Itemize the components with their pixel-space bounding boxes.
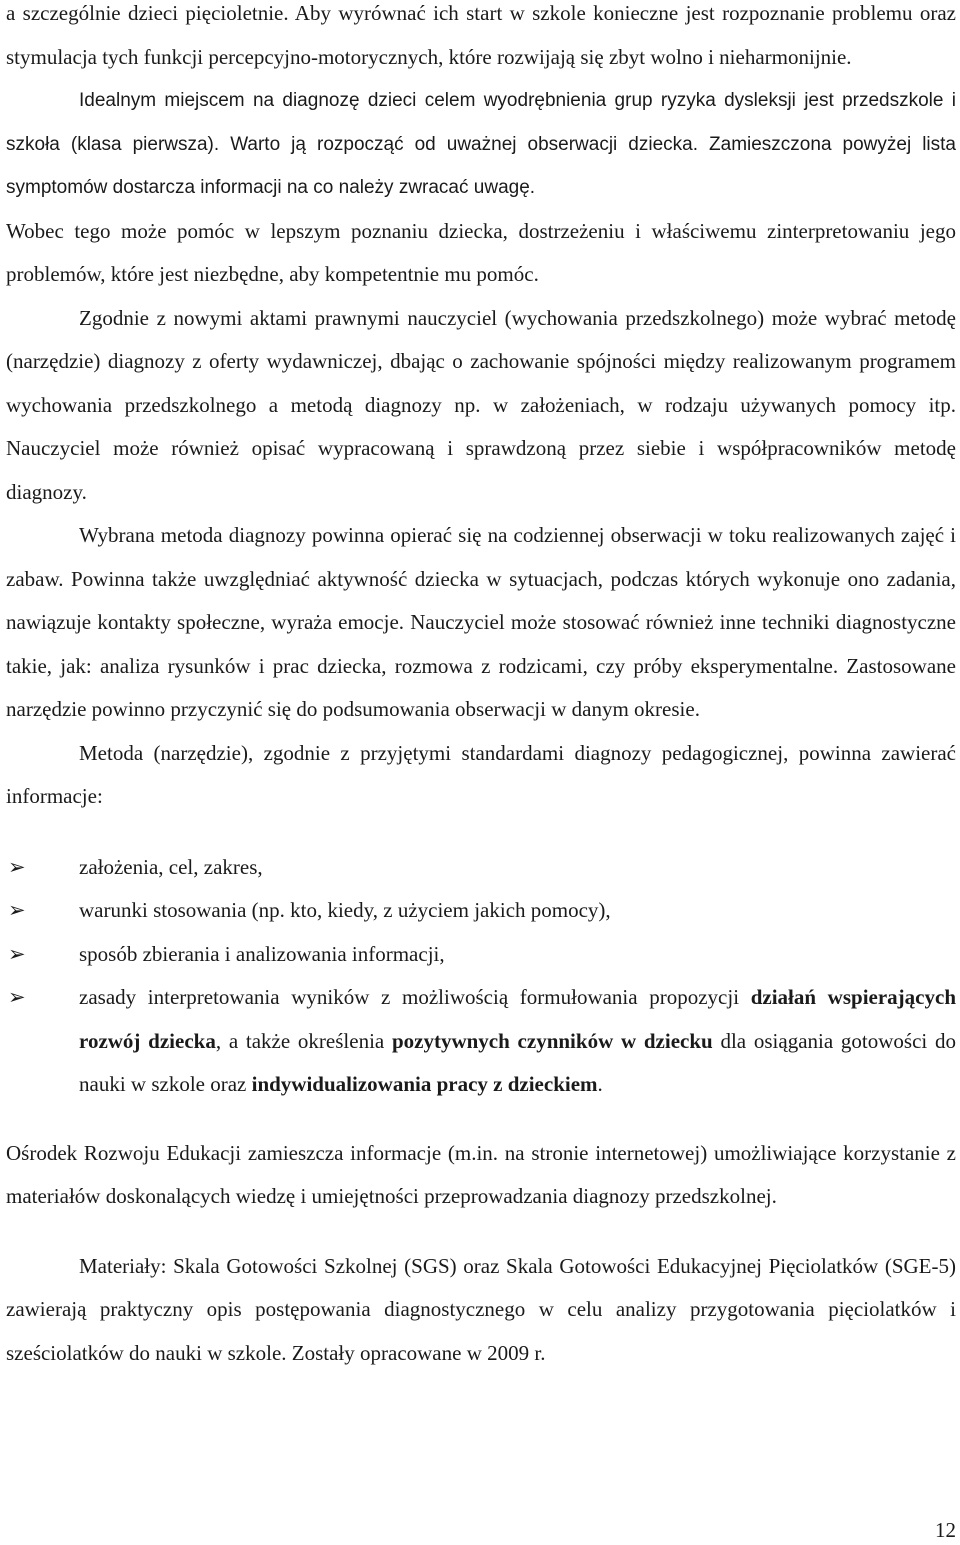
- list-item-text: założenia, cel, zakres,: [79, 854, 263, 879]
- list-item-text-part: .: [597, 1072, 603, 1096]
- list-item-text: sposób zbierania i analizowania informacji,: [79, 941, 445, 966]
- page-number: 12: [935, 1518, 956, 1542]
- paragraph-legal-acts: Zgodnie z nowymi aktami prawnymi nauczyciel (wychowania przedszkolnego) może wybrać metodę (narzędzie) diagnozy z oferty wydawniczej, dbając o zachowanie spójności między realizowanym programem wychowania przedszkolnego a metodą diagnozy np. w założeniach, w rodzaju używanych pomocy itp. Nauczyciel może również opisać wypracowaną i sprawdzoną przez siebie i współpracowników metodę diagnozy.: [6, 305, 956, 504]
- paragraph-diagnosis-help: Wobec tego może pomóc w lepszym poznaniu dziecka, dostrzeżeniu i właściwemu zinterpretowaniu jego problemów, które jest niezbędne, aby kompetentnie mu pomóc.: [6, 218, 956, 286]
- document-page: [6, 0, 956, 1375]
- list-item: [6, 933, 956, 977]
- paragraph-intro: a szczególnie dzieci pięcioletnie. Aby wyrównać ich start w szkole konieczne jest rozpoznanie problemu oraz stymulacja tych funkcji percepcyjno-motorycznych, które rozwijają się zbyt wolno i nieharmonijnie.: [6, 1, 956, 69]
- paragraph-ore-information: Ośrodek Rozwoju Edukacji zamieszcza informacje (m.in. na stronie internetowej) umożliwiające korzystanie z materiałów doskonalących wiedzę i umiejętności przeprowadzania diagnozy przedszkolnej.: [6, 1140, 956, 1208]
- list-item-text-part: dla osiągania gotowości do nauki w szkole oraz: [79, 1028, 956, 1096]
- list-item: [6, 846, 956, 890]
- emphasis-positive-factors: pozytywnych czynników w dziecku: [391, 1028, 713, 1053]
- list-item: [6, 976, 956, 1107]
- list-item-text: [79, 985, 956, 1096]
- arrowhead-bullet-icon: ➢: [8, 854, 26, 879]
- list-item-text-part: zasady interpretowania wyników z możliwością formułowania propozycji: [79, 985, 751, 1009]
- paragraph-diagnosis-place: Idealnym miejscem na diagnozę dzieci celem wyodrębnienia grup ryzyka dysleksji jest przedszkole i szkoła (klasa pierwsza). Warto ją rozpocząć od uważnej obserwacji dziecka. Zamieszczona powyżej lista symptomów dostarcza informacji na co należy zwracać uwagę.: [6, 90, 956, 198]
- emphasis-supporting-actions: działań wspierających rozwój dziecka: [79, 985, 956, 1053]
- arrowhead-bullet-icon: ➢: [8, 985, 26, 1009]
- arrowhead-bullet-icon: ➢: [8, 898, 26, 922]
- paragraph-materials: Materiały: Skala Gotowości Szkolnej (SGS) oraz Skala Gotowości Edukacyjnej Pięciolatków (SGE-5) zawierają praktyczny opis postępowania diagnostycznego w celu analizy przygotowania pięciolatków i sześciolatków do nauki w szkole. Zostały opracowane w 2009 r.: [6, 1253, 956, 1365]
- list-item-text-part: , a także określenia: [215, 1028, 392, 1053]
- arrowhead-bullet-icon: ➢: [8, 941, 26, 966]
- method-info-list: [6, 846, 956, 1107]
- list-item-text: warunki stosowania (np. kto, kiedy, z użyciem jakich pomocy),: [79, 898, 611, 922]
- paragraph-chosen-method: Wybrana metoda diagnozy powinna opierać się na codziennej obserwacji w toku realizowanych zajęć i zabaw. Powinna także uwzględniać aktywność dziecka w sytuacjach, podczas których wykonuje ono zadania, nawiązuje kontakty społeczne, wyraża emocje. Nauczyciel może stosować również inne techniki diagnostyczne takie, jak: analiza rysunków i prac dziecka, rozmowa z rodzicami, czy próby eksperymentalne. Zastosowane narzędzie powinno przyczynić się do podsumowania obserwacji w danym okresie.: [6, 523, 956, 721]
- emphasis-individualization: indywidualizowania pracy z dzieckiem: [251, 1072, 598, 1096]
- list-item: [6, 889, 956, 933]
- paragraph-method-contents: Metoda (narzędzie), zgodnie z przyjętymi standardami diagnozy pedagogicznej, powinna zawierać informacje:: [6, 740, 956, 808]
